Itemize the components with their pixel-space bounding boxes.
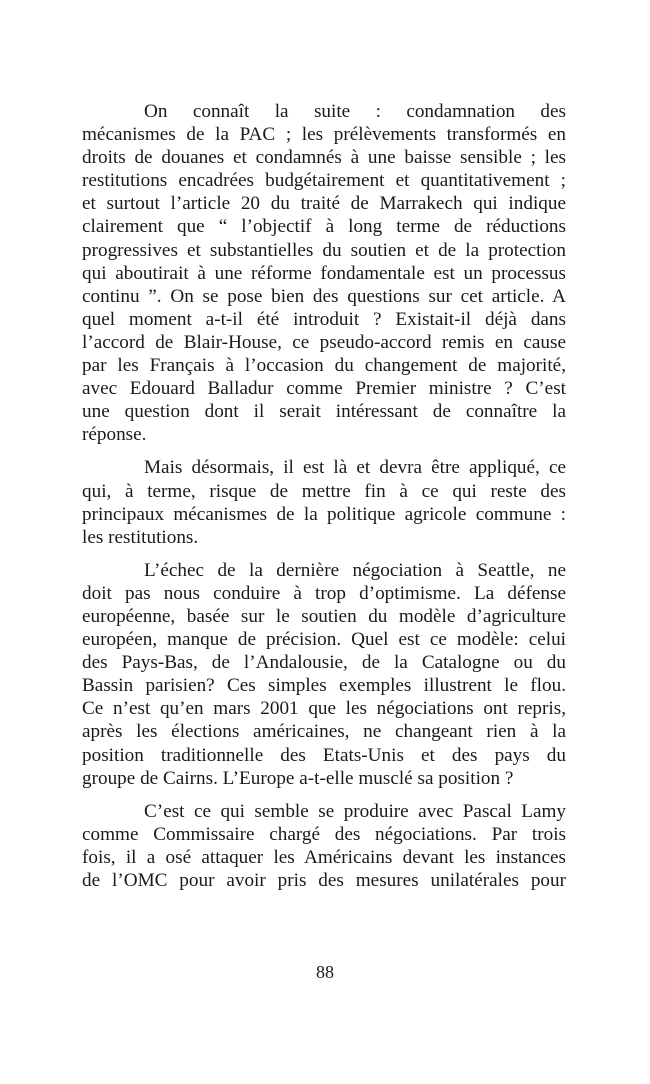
text-line: Bassin parisien? Ces simples exemples illustrent le flou. bbox=[82, 675, 566, 697]
text-line: et surtout l’article 20 du traité de Marrakech qui indique bbox=[82, 193, 566, 215]
text-line: mécanismes de la PAC ; les prélèvements transformés en bbox=[82, 124, 566, 146]
text-line: une question dont il serait intéressant de connaître la bbox=[82, 401, 566, 423]
text-line: principaux mécanismes de la politique agricole commune : bbox=[82, 503, 566, 525]
text-line: L’échec de la dernière négociation à Seattle, ne bbox=[144, 559, 566, 581]
text-line: quel moment a-t-il été introduit ? Existait-il déjà dans bbox=[82, 308, 566, 330]
text-line: après les élections américaines, ne changeant rien à la bbox=[82, 721, 566, 743]
text-line: européenne, basée sur le soutien du modèle d’agriculture bbox=[82, 605, 566, 627]
text-line: qui aboutirait à une réforme fondamentale est un processus bbox=[82, 262, 566, 284]
text-line: restitutions encadrées budgétairement et quantitativement ; bbox=[82, 170, 566, 192]
text-line: qui, à terme, risque de mettre fin à ce qui reste des bbox=[82, 480, 566, 502]
text-line: position traditionnelle des Etats-Unis et des pays du bbox=[82, 744, 566, 766]
text-line: comme Commissaire chargé des négociations. Par trois bbox=[82, 823, 566, 845]
paragraph-3 bbox=[82, 559, 566, 790]
text-line: doit pas nous conduire à trop d’optimisme. La défense bbox=[82, 582, 566, 604]
text-line: réponse. bbox=[82, 424, 147, 446]
text-line: continu ”. On se pose bien des questions sur cet article. A bbox=[82, 285, 566, 307]
page-body bbox=[82, 100, 566, 902]
text-line: les restitutions. bbox=[82, 526, 199, 548]
paragraph-1 bbox=[82, 100, 566, 446]
page-number: 88 bbox=[316, 962, 334, 982]
text-line: Ce n’est qu’en mars 2001 que les négociations ont repris, bbox=[82, 698, 566, 720]
text-line: progressives et substantielles du soutien et de la protection bbox=[82, 239, 566, 261]
text-line: clairement que “ l’objectif à long terme de réductions bbox=[82, 216, 566, 238]
text-line: de l’OMC pour avoir pris des mesures unilatérales pour bbox=[82, 870, 566, 891]
text-line: européen, manque de précision. Quel est ce modèle: celui bbox=[82, 629, 566, 651]
text-line: groupe de Cairns. L’Europe a-t-elle musclé sa position ? bbox=[82, 767, 514, 789]
paragraph-2 bbox=[82, 456, 566, 548]
text-line: fois, il a osé attaquer les Américains devant les instances bbox=[82, 846, 566, 868]
text-line: avec Edouard Balladur comme Premier ministre ? C’est bbox=[82, 378, 566, 400]
text-line: Mais désormais, il est là et devra être appliqué, ce bbox=[144, 457, 566, 479]
text-line: par les Français à l’occasion du changement de majorité, bbox=[82, 355, 566, 377]
text-line: On connaît la suite : condamnation des bbox=[144, 101, 566, 122]
text-line: l’accord de Blair-House, ce pseudo-accord remis en cause bbox=[82, 331, 566, 353]
text-line: C’est ce qui semble se produire avec Pascal Lamy bbox=[144, 800, 566, 822]
text-line: droits de douanes et condamnés à une baisse sensible ; les bbox=[82, 147, 566, 169]
text-line: des Pays-Bas, de l’Andalousie, de la Catalogne ou du bbox=[82, 652, 566, 674]
paragraph-4 bbox=[82, 800, 566, 892]
